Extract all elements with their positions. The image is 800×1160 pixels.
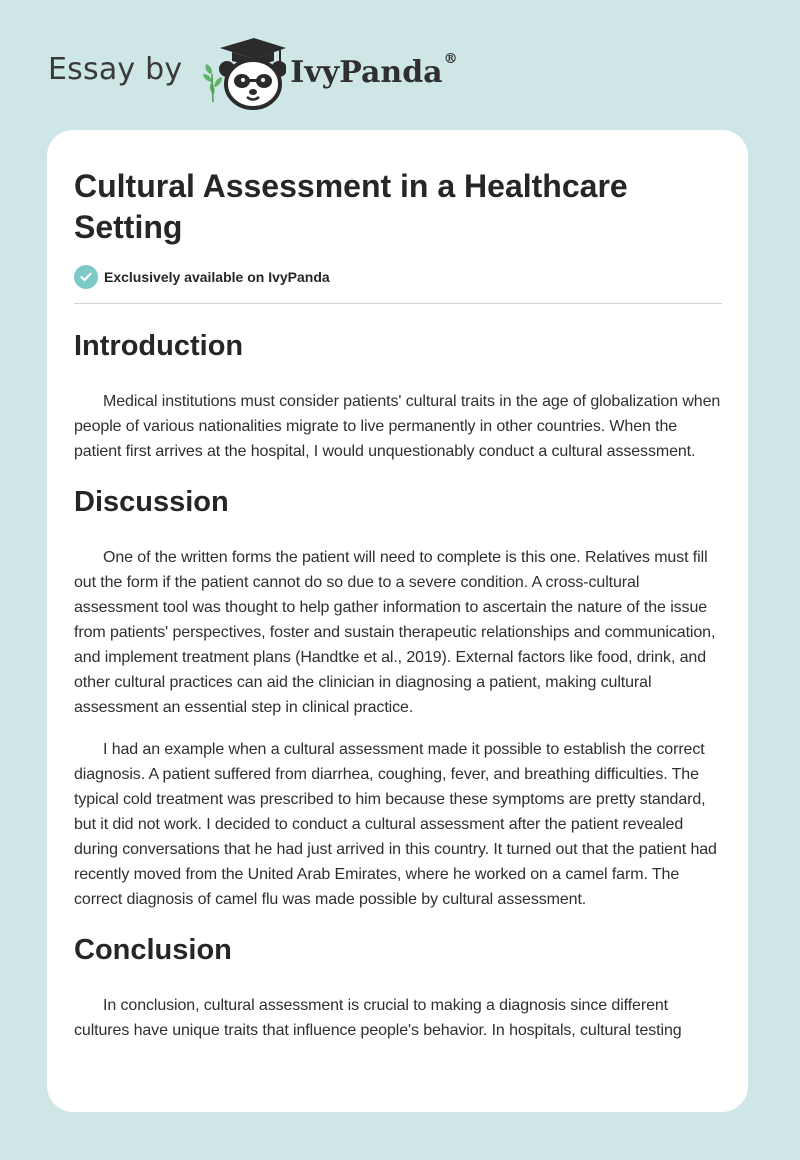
section-heading: Conclusion (74, 934, 232, 966)
essay-card (47, 130, 748, 1112)
section-heading: Discussion (74, 486, 229, 518)
exclusive-badge-label: Exclusively available on IvyPanda (104, 269, 330, 285)
brand-label: IvyPanda (290, 54, 443, 90)
panda-logo-icon[interactable] (196, 34, 286, 110)
exclusive-badge (74, 265, 722, 289)
section-introduction (74, 328, 722, 464)
section-conclusion (74, 932, 722, 1043)
paragraph: One of the written forms the patient will need to complete is this one. Relatives must fill out the form if the patient cannot do so due to a severe condition. A cross-cultural assessment tool was thought to help gather information to ascertain the nature of the issue from patients' perspectives, foster and sustain therapeutic relationships and communication, and implement treatment plans (Handtke et al., 2019). External factors like food, drink, and other cultural practices can aid the clinician in diagnosing a patient, making cultural assessment an essential step in clinical practice. (74, 549, 716, 716)
section-discussion (74, 484, 722, 912)
brand-name[interactable] (290, 50, 458, 90)
registered-mark: ® (443, 50, 458, 67)
title-divider (74, 303, 722, 304)
checkmark-icon (74, 265, 98, 289)
essay-by-label: Essay by (48, 51, 183, 87)
site-header (48, 34, 458, 110)
section-heading: Introduction (74, 330, 244, 362)
page-title: Cultural Assessment in a Healthcare Setting (74, 168, 628, 245)
paragraph: I had an example when a cultural assessment made it possible to establish the correct diagnosis. A patient suffered from diarrhea, coughing, fever, and breathing difficulties. The typical cold treatment was prescribed to him because these symptoms are pretty standard, but it did not work. I decided to conduct a cultural assessment after the patient revealed during conversations that he had just arrived in this country. It turned out that the patient had recently moved from the United Arab Emirates, where he worked on a camel farm. The correct diagnosis of camel flu was made possible by cultural assessment. (74, 741, 717, 908)
paragraph: Medical institutions must consider patients' cultural traits in the age of globalization when people of various nationalities migrate to live permanently in other countries. When the patient first arrives at the hospital, I would unquestionably conduct a cultural assessment. (74, 393, 721, 460)
paragraph: In conclusion, cultural assessment is crucial to making a diagnosis since different cultures have unique traits that influence people's behavior. In hospitals, cultural testing (74, 997, 682, 1039)
